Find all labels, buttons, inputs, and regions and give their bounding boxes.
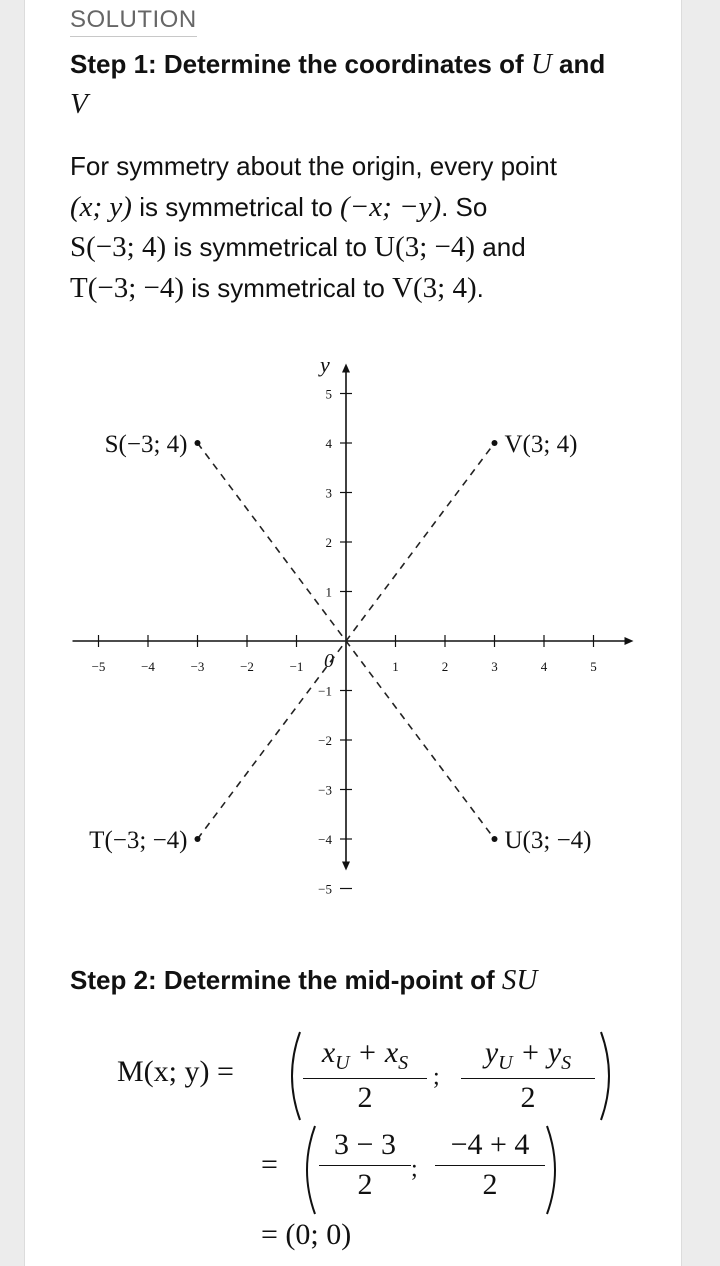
eq1-left-paren bbox=[280, 1030, 304, 1122]
point-S bbox=[195, 440, 201, 446]
x-tick-label: 3 bbox=[491, 659, 498, 674]
eq2-sep: ; bbox=[411, 1156, 418, 1182]
step1-and: and bbox=[551, 49, 606, 79]
math-neg-xy: (−x; −y) bbox=[340, 190, 442, 223]
math-xy: (x; y) bbox=[70, 190, 132, 223]
eq2-frac1-num: 3 − 3 bbox=[334, 1128, 396, 1161]
eq1-frac1 bbox=[303, 1036, 427, 1115]
y-tick-label: −1 bbox=[318, 683, 332, 699]
frac-bar bbox=[435, 1165, 545, 1166]
x-tick-label: 4 bbox=[540, 659, 548, 674]
x-tick-label: 2 bbox=[441, 659, 449, 674]
y-axis-arrow-down bbox=[342, 862, 350, 871]
frac-bar bbox=[303, 1078, 427, 1079]
eq1-right-paren bbox=[597, 1030, 621, 1122]
y-tick-label: −4 bbox=[318, 832, 332, 847]
x-axis-arrow bbox=[625, 637, 634, 645]
eq2-right-paren bbox=[543, 1124, 567, 1216]
sub-u: U bbox=[335, 1052, 350, 1074]
eq2-frac2 bbox=[435, 1128, 545, 1202]
eq2-frac1-den: 2 bbox=[357, 1168, 373, 1201]
symmetry-paragraph bbox=[70, 146, 660, 308]
x-tick-label: −1 bbox=[289, 659, 304, 674]
point-U bbox=[492, 836, 498, 842]
para-line-2 bbox=[70, 187, 660, 228]
point-label-S: S(−3; 4) bbox=[104, 431, 188, 458]
math-v-point: V(3; 4) bbox=[392, 271, 477, 304]
para-line-4 bbox=[70, 268, 660, 309]
eq1-frac2 bbox=[461, 1036, 595, 1115]
sym-y: y bbox=[484, 1036, 499, 1069]
y-tick-label: 4 bbox=[325, 436, 332, 451]
sub-u: U bbox=[498, 1052, 513, 1074]
eq1-frac2-num bbox=[461, 1036, 595, 1075]
eq1-lhs: M(x; y) = bbox=[117, 1055, 234, 1088]
step1-var-v: V bbox=[70, 88, 88, 120]
y-tick-label: −3 bbox=[318, 782, 332, 798]
y-axis-label: y bbox=[320, 352, 330, 377]
y-tick-label: −2 bbox=[318, 733, 332, 748]
math-t-point: T(−3; −4) bbox=[70, 271, 185, 304]
y-tick-label: 3 bbox=[325, 485, 332, 501]
para-text: . So bbox=[441, 191, 488, 222]
para-text: is symmetrical to bbox=[131, 191, 340, 222]
y-tick-label: 1 bbox=[325, 584, 332, 600]
eq1-frac2-den: 2 bbox=[520, 1081, 536, 1114]
math-s-point: S(−3; 4) bbox=[70, 231, 167, 263]
para-text: is symmetrical to bbox=[184, 272, 393, 303]
sym-plus-y: + y bbox=[512, 1036, 562, 1069]
x-tick-label: 1 bbox=[392, 659, 399, 674]
math-u-point: U(3; −4) bbox=[374, 231, 476, 263]
para-text: is symmetrical to bbox=[166, 232, 375, 262]
para-text: and bbox=[475, 232, 526, 262]
x-tick-label: 5 bbox=[590, 659, 597, 674]
eq2-frac2-den: 2 bbox=[482, 1168, 498, 1201]
x-tick-label: −2 bbox=[240, 659, 254, 674]
eq1-frac1-num bbox=[303, 1036, 427, 1075]
step1-prefix: Step 1: Determine the coordinates of bbox=[70, 49, 531, 79]
eq3-result: = (0; 0) bbox=[261, 1218, 352, 1251]
x-tick-label: −3 bbox=[190, 659, 205, 674]
section-label: SOLUTION bbox=[70, 6, 197, 37]
origin-label: 0 bbox=[324, 650, 334, 672]
eq2-frac1 bbox=[319, 1128, 411, 1202]
step2-heading bbox=[70, 964, 537, 997]
para-line-1: For symmetry about the origin, every point bbox=[70, 151, 557, 181]
x-tick-label: −5 bbox=[91, 659, 106, 674]
para-text: . bbox=[476, 272, 484, 303]
point-label-U: U(3; −4) bbox=[504, 827, 592, 854]
sub-s: S bbox=[561, 1052, 572, 1074]
point-label-V: V(3; 4) bbox=[504, 431, 578, 458]
point-V bbox=[492, 440, 498, 446]
y-axis-arrow bbox=[342, 364, 350, 373]
y-tick-label: 5 bbox=[325, 386, 332, 402]
point-label-T: T(−3; −4) bbox=[89, 827, 188, 854]
y-tick-label: −5 bbox=[318, 881, 332, 897]
solution-card bbox=[24, 0, 682, 1266]
step1-var-u: U bbox=[530, 48, 552, 80]
point-T bbox=[195, 836, 201, 842]
eq2-equals: = bbox=[261, 1148, 278, 1181]
eq2-left-paren bbox=[295, 1124, 319, 1216]
coordinate-graph bbox=[25, 350, 683, 930]
x-tick-label: −4 bbox=[141, 659, 155, 674]
frac-bar bbox=[319, 1165, 411, 1166]
step2-prefix: Step 2: Determine the mid-point of bbox=[70, 965, 502, 995]
eq1-sep: ; bbox=[433, 1064, 440, 1090]
step1-heading bbox=[70, 44, 650, 124]
y-tick-label: 2 bbox=[325, 535, 332, 550]
sub-s: S bbox=[398, 1052, 409, 1074]
step2-var: SU bbox=[501, 964, 538, 996]
frac-bar bbox=[461, 1078, 595, 1079]
para-line-3 bbox=[70, 227, 660, 268]
eq1-frac1-den: 2 bbox=[357, 1081, 373, 1114]
sym-x: x bbox=[321, 1036, 336, 1069]
sym-plus-x: + x bbox=[349, 1036, 399, 1069]
eq2-frac2-num: −4 + 4 bbox=[450, 1128, 530, 1161]
